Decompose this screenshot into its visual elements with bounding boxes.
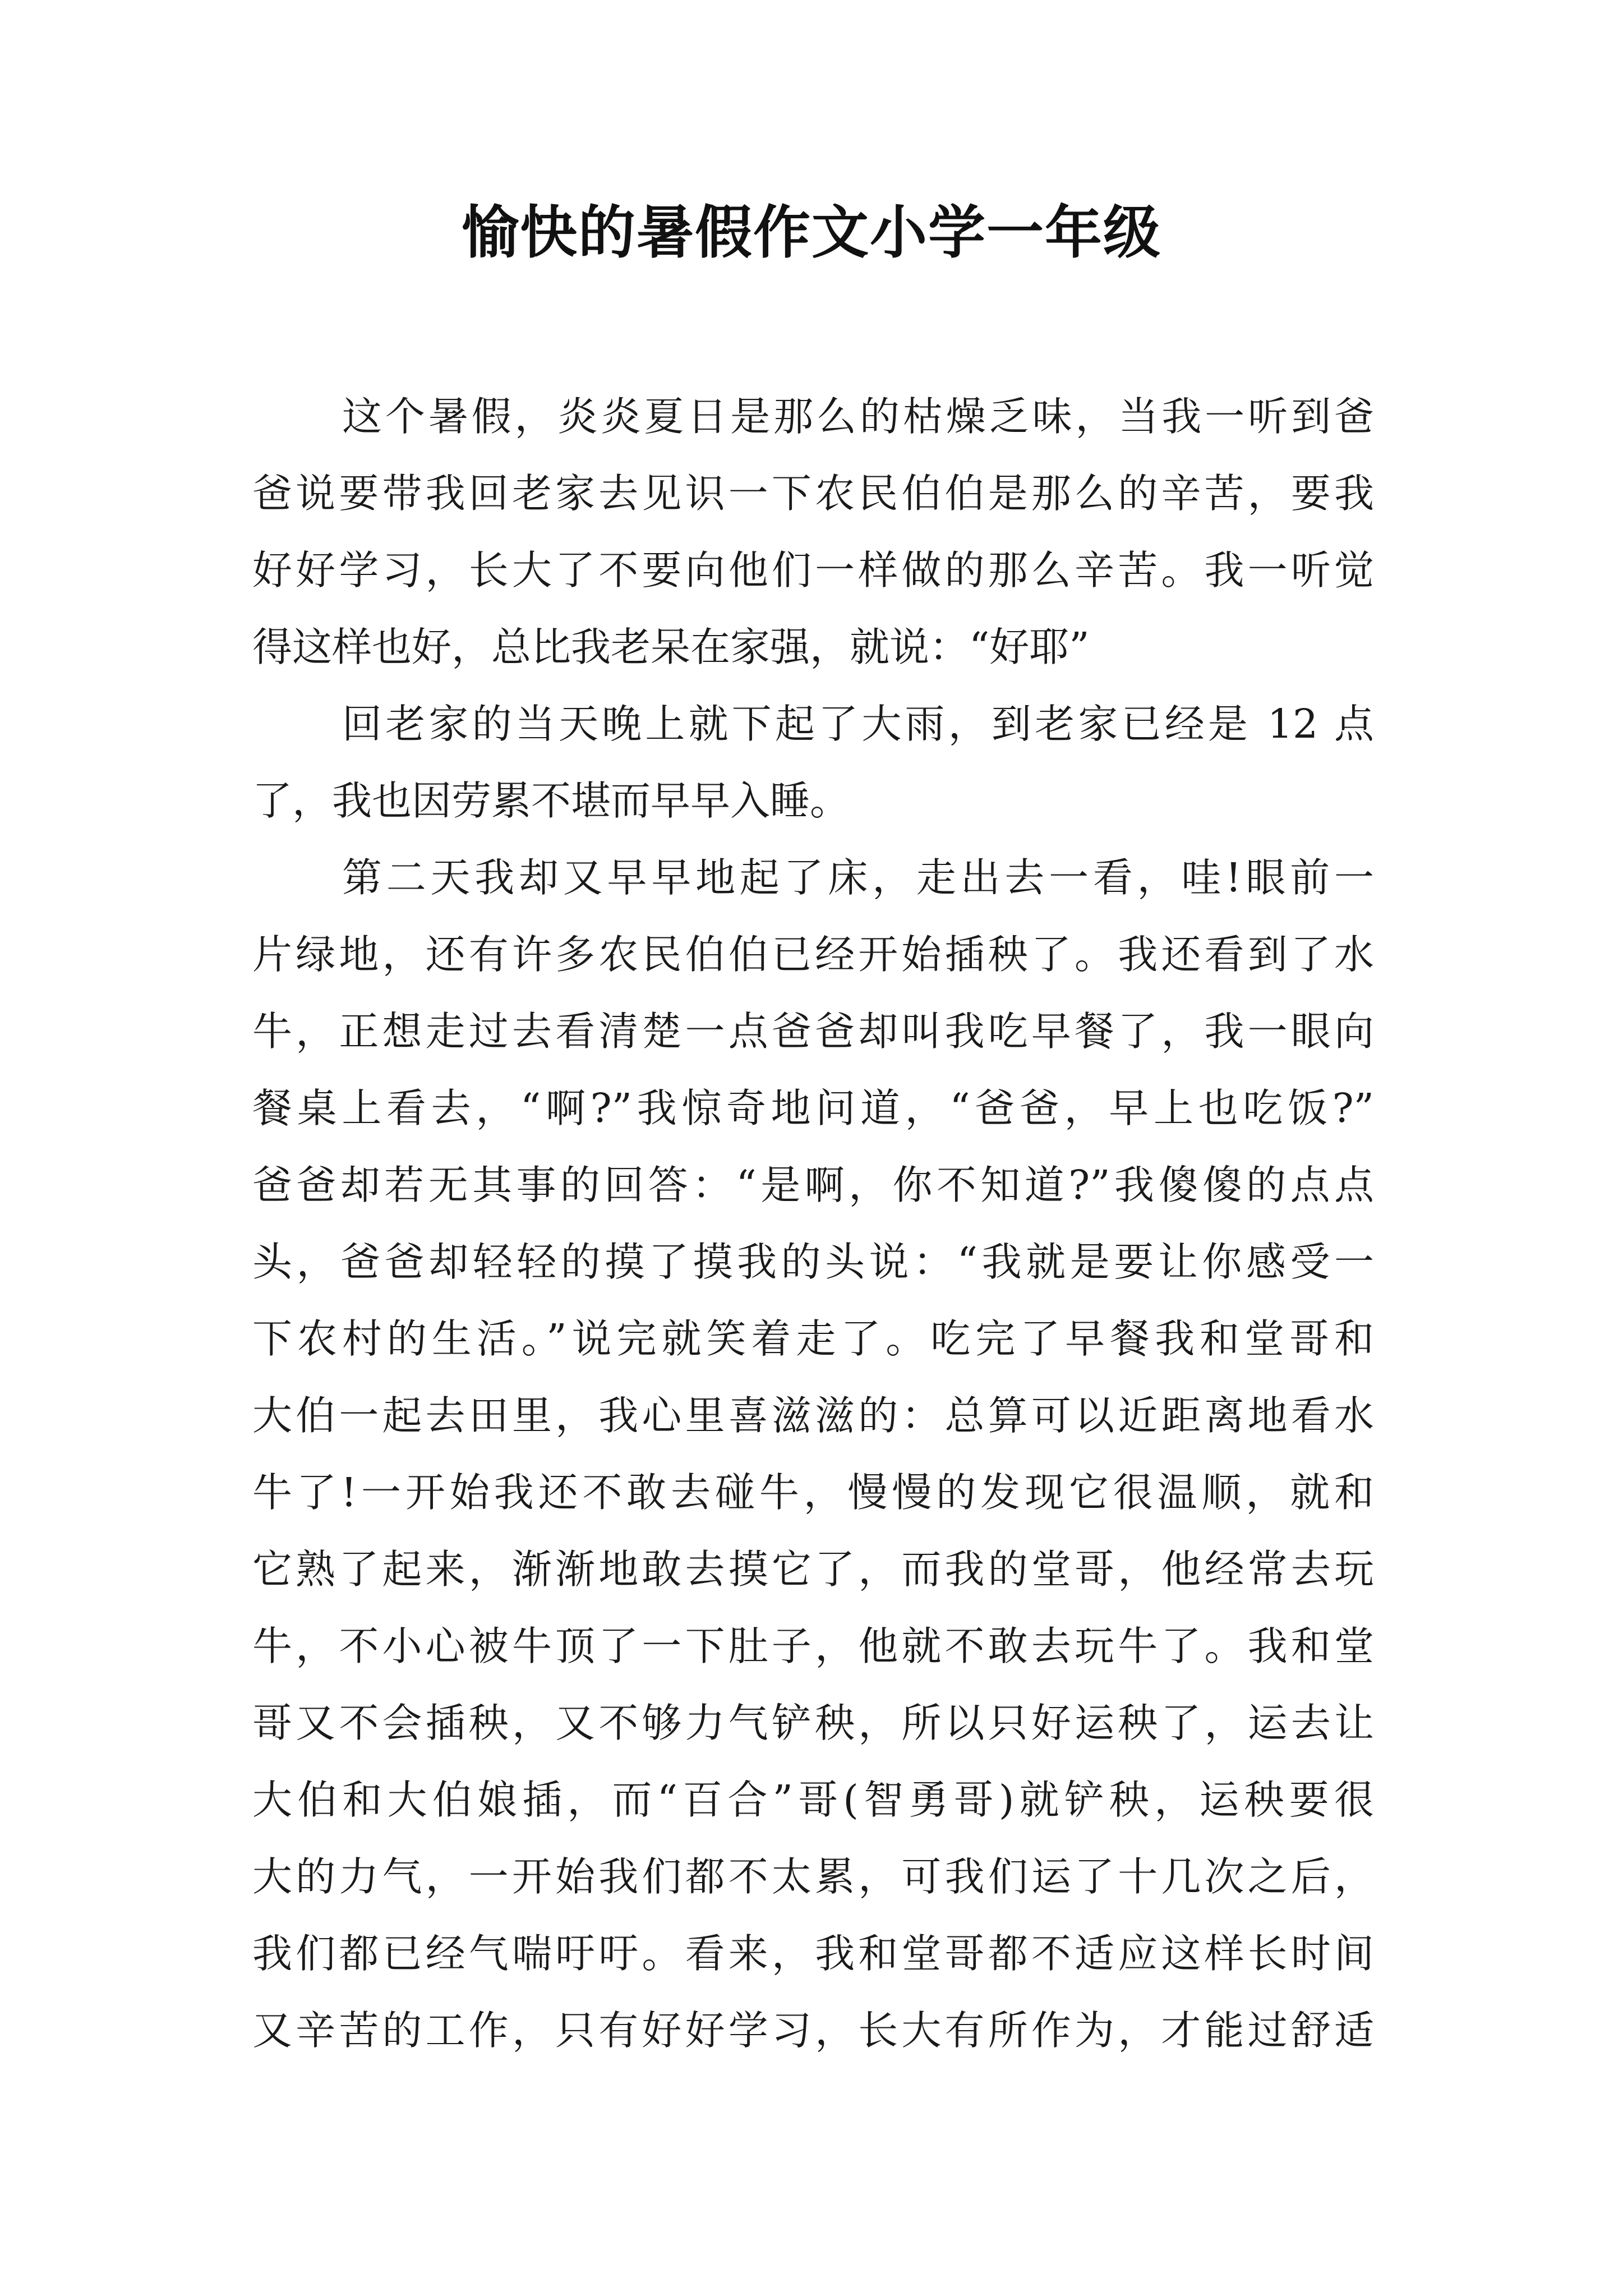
paragraph-3-line-10: 它熟了起来，渐渐地敢去摸它了，而我的堂哥，他经常去玩 bbox=[252, 1546, 1374, 1593]
paragraph-3-line-2: 片绿地，还有许多农民伯伯已经开始插秧了。我还看到了水 bbox=[252, 931, 1374, 978]
paragraph-3-line-13: 大伯和大伯娘插，而“百合”哥(智勇哥)就铲秧，运秧要很 bbox=[252, 1777, 1374, 1823]
paragraph-3-line-3: 牛，正想走过去看清楚一点爸爸却叫我吃早餐了，我一眼向 bbox=[252, 1008, 1374, 1055]
essay-body bbox=[252, 378, 1374, 2069]
paragraph-1-line-1: 这个暑假，炎炎夏日是那么的枯燥乏味，当我一听到爸 bbox=[342, 393, 1374, 440]
paragraph-3-line-5: 爸爸却若无其事的回答：“是啊，你不知道?”我傻傻的点点 bbox=[252, 1162, 1374, 1208]
paragraph-3-line-4: 餐桌上看去，“啊?”我惊奇地问道，“爸爸，早上也吃饭?” bbox=[252, 1085, 1374, 1131]
paragraph-2-line-2: 了，我也因劳累不堪而早早入睡。 bbox=[252, 777, 850, 824]
paragraph-3-line-9: 牛了!一开始我还不敢去碰牛，慢慢的发现它很温顺，就和 bbox=[252, 1469, 1374, 1516]
paragraph-1-line-3: 好好学习，长大了不要向他们一样做的那么辛苦。我一听觉 bbox=[252, 547, 1374, 593]
paragraph-1-line-4: 得这样也好，总比我老呆在家强，就说：“好耶” bbox=[252, 624, 1090, 670]
paragraph-3-line-15: 我们都已经气喘吁吁。看来，我和堂哥都不适应这样长时间 bbox=[252, 1930, 1374, 1977]
document-title: 愉快的暑假作文小学一年级 bbox=[462, 199, 1161, 266]
paragraph-3-line-16: 又辛苦的工作，只有好好学习，长大有所作为，才能过舒适 bbox=[252, 2007, 1374, 2054]
paragraph-2-line-1: 回老家的当天晚上就下起了大雨，到老家已经是 12 点 bbox=[342, 701, 1374, 747]
paragraph-3-line-1: 第二天我却又早早地起了床，走出去一看，哇!眼前一 bbox=[342, 854, 1374, 901]
paragraph-3-line-11: 牛，不小心被牛顶了一下肚子，他就不敢去玩牛了。我和堂 bbox=[252, 1623, 1374, 1669]
paragraph-3-line-6: 头，爸爸却轻轻的摸了摸我的头说：“我就是要让你感受一 bbox=[252, 1239, 1374, 1285]
paragraph-3-line-12: 哥又不会插秧，又不够力气铲秧，所以只好运秧了，运去让 bbox=[252, 1700, 1374, 1746]
paragraph-3-line-7: 下农村的生活。”说完就笑着走了。吃完了早餐我和堂哥和 bbox=[252, 1315, 1374, 1362]
paragraph-3-line-8: 大伯一起去田里，我心里喜滋滋的：总算可以近距离地看水 bbox=[252, 1392, 1374, 1439]
paragraph-1-line-2: 爸说要带我回老家去见识一下农民伯伯是那么的辛苦，要我 bbox=[252, 470, 1374, 517]
paragraph-3-line-14: 大的力气，一开始我们都不太累，可我们运了十几次之后， bbox=[252, 1853, 1374, 1900]
